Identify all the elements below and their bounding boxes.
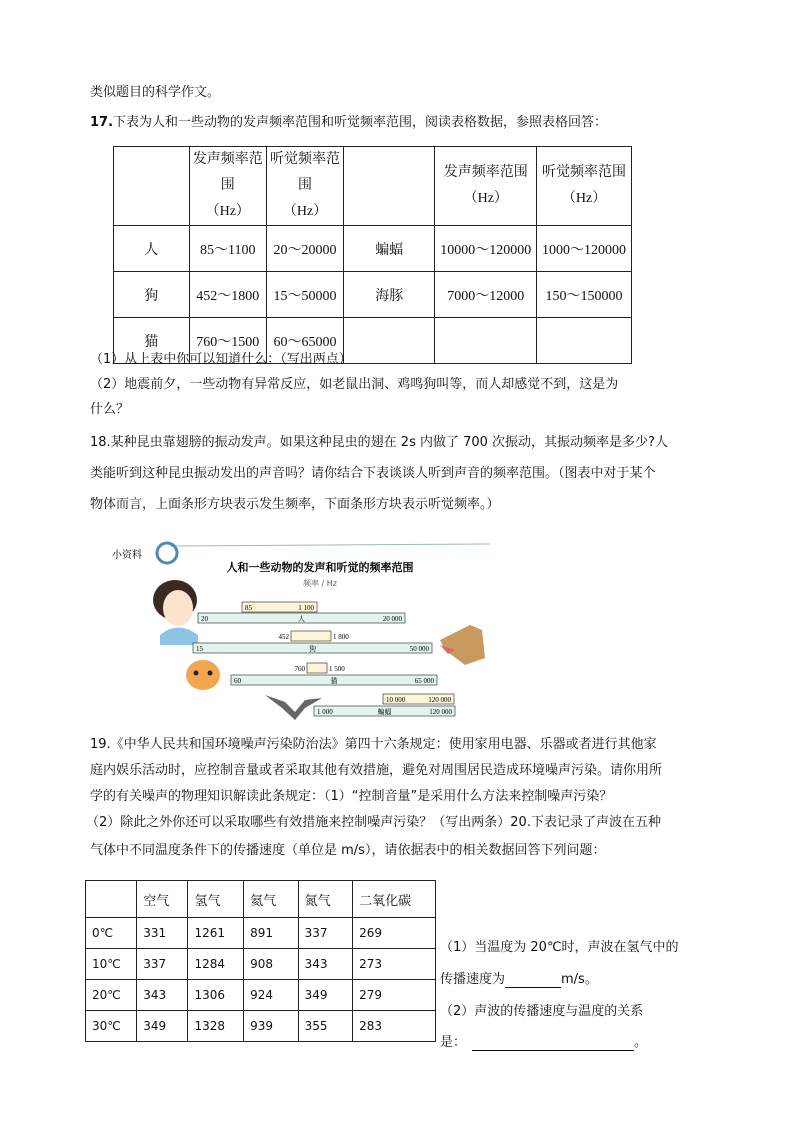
q20-sub1a: （1）当温度为 20℃时，声波在氢气中的 <box>440 940 679 955</box>
table-cell: 337 <box>137 949 188 980</box>
table-cell: 二氧化碳 <box>353 881 436 918</box>
figure-title: 人和一些动物的发声和听觉的频率范围 <box>226 561 414 574</box>
q19-line2: 庭内娱乐活动时，应控制音量或者采取其他有效措施，避免对周围居民造成环境噪声污染。请你用所 <box>90 763 663 778</box>
q17-number: 17. <box>90 115 114 130</box>
table-header-row <box>114 147 632 226</box>
animal-label: 蝙蝠 <box>377 708 392 716</box>
badge-icon <box>157 543 177 563</box>
table-cell: 924 <box>244 980 299 1011</box>
header-rule <box>170 544 490 546</box>
table-cell: 343 <box>137 980 188 1011</box>
table-cell: 0℃ <box>86 918 137 949</box>
hearing-max-label: 120 000 <box>429 708 452 716</box>
hearing-min-label: 20 <box>201 615 208 623</box>
table-cell: 氢气 <box>188 881 244 918</box>
sound-max-label: 120 000 <box>428 696 451 704</box>
table-row: 狗 452～1800 15～50000 海豚 7000～12000 150～150000 <box>114 272 632 318</box>
q18-line1: 18.某种昆虫靠翅膀的振动发声。如果这种昆虫的翅在 2s 内做了 700 次振动，其振动频率是多少?人 <box>90 435 668 450</box>
q20-sub2b: 是： 。 <box>440 1035 648 1050</box>
q19-line5: 气体中不同温度条件下的传播速度（单位是 m/s），请依据表中的相关数据回答下列问题： <box>90 843 606 858</box>
animal-label: 猫 <box>330 677 338 685</box>
table-cell: 283 <box>353 1011 436 1042</box>
figure-badge: 小资料 <box>112 550 142 561</box>
sound-min-label: 85 <box>245 604 252 612</box>
sound-min-label: 10 000 <box>386 696 406 704</box>
table-row <box>86 1011 436 1042</box>
q20-sub2a: （2）声波的传播速度与温度的关系 <box>440 1004 644 1019</box>
table-row <box>86 949 436 980</box>
sound-min-label: 452 <box>278 633 289 641</box>
table-cell: 349 <box>298 980 353 1011</box>
table-row <box>86 918 436 949</box>
animal-label: 人 <box>298 615 305 623</box>
q17-sub1: （1）从上表中你可以知道什么：（写出两点） <box>90 352 352 367</box>
answer-blank-1[interactable] <box>505 987 561 988</box>
answer-blank-2[interactable] <box>472 1050 634 1051</box>
q20-sub1b: 传播速度为 m/s。 <box>440 972 598 987</box>
table-row: 猫 760～1500 60～65000 <box>114 318 632 364</box>
table-cell: 空气 <box>137 881 188 918</box>
hearing-max-label: 65 000 <box>414 677 434 685</box>
q17-prompt <box>90 115 607 131</box>
q17-text: 下表为人和一些动物的发声频率范围和听觉频率范围，阅读表格数据，参照表格回答： <box>113 115 608 130</box>
figure-unit: 频率 / Hz <box>303 579 337 588</box>
table-cell: 273 <box>353 949 436 980</box>
hearing-max-label: 20 000 <box>382 615 402 623</box>
table-cell: 331 <box>137 918 188 949</box>
hearing-min-label: 15 <box>196 645 203 653</box>
hearing-min-label: 60 <box>234 677 241 685</box>
frequency-figure <box>110 540 490 720</box>
table-cell: 908 <box>244 949 299 980</box>
table-row: 人 85～1100 20～20000 蝙蝠 10000～120000 1000～120000 <box>114 226 632 272</box>
hearing-min-label: 1 000 <box>317 708 333 716</box>
table-cell: 279 <box>353 980 436 1011</box>
intro-line: 类似题目的科学作文。 <box>90 85 221 100</box>
hearing-max-label: 50 000 <box>409 645 429 653</box>
cat-illustration <box>186 660 220 690</box>
dog-illustration <box>440 625 485 665</box>
bat-illustration <box>265 695 322 720</box>
table-cell: 氮气 <box>298 881 353 918</box>
sound-max-label: 1 100 <box>298 604 314 612</box>
table-cell: 891 <box>244 918 299 949</box>
q17-sub2b: 什么？ <box>90 402 130 417</box>
table-cell: 337 <box>298 918 353 949</box>
header-sound-2: 发声频率范围 （Hz） <box>435 147 537 226</box>
table-cell <box>86 881 137 918</box>
table-cell: 10℃ <box>86 949 137 980</box>
q18-line2: 类能听到这种昆虫振动发出的声音吗？请你结合下表谈谈人听到声音的频率范围。（图表中对于某个 <box>90 466 656 481</box>
table-cell: 349 <box>137 1011 188 1042</box>
table-cell: 1328 <box>188 1011 244 1042</box>
table-cell: 30℃ <box>86 1011 137 1042</box>
table-row <box>86 980 436 1011</box>
header-hearing-2: 听觉频率范围 （Hz） <box>537 147 632 226</box>
header-sound: 发声频率范围 （Hz） <box>189 147 266 226</box>
sound-bar <box>307 663 327 673</box>
sound-min-label: 760 <box>294 665 305 673</box>
woman-illustration <box>153 580 198 645</box>
q19-line1: 19.《中华人民共和国环境噪声污染防治法》第四十六条规定：使用家用电器、乐器或者进行其他家 <box>90 737 657 752</box>
table-cell: 343 <box>298 949 353 980</box>
sound-speed-table <box>85 880 436 1042</box>
table-cell: 355 <box>298 1011 353 1042</box>
q19-line3: 学的有关噪声的物理知识解读此条规定：（1）“控制音量”是采用什么方法来控制噪声污染？ <box>90 789 613 804</box>
sound-bar <box>291 631 331 641</box>
table-cell: 20℃ <box>86 980 137 1011</box>
table-cell: 269 <box>353 918 436 949</box>
table-cell: 1261 <box>188 918 244 949</box>
table-cell: 氦气 <box>244 881 299 918</box>
q19-line4: （2）除此之外你还可以采取哪些有效措施来控制噪声污染？（写出两条）20.下表记录了声波在五种 <box>86 815 661 830</box>
table-cell: 1284 <box>188 949 244 980</box>
sound-max-label: 1 500 <box>329 665 345 673</box>
q17-sub2a: （2）地震前夕，一些动物有异常反应，如老鼠出洞、鸡鸣狗叫等，而人却感觉不到，这是为 <box>90 377 619 392</box>
table-cell: 939 <box>244 1011 299 1042</box>
table-header-row <box>86 881 436 918</box>
frequency-table <box>113 146 632 364</box>
sound-max-label: 1 800 <box>333 633 349 641</box>
animal-label: 狗 <box>309 645 316 653</box>
q18-line3: 物体而言，上面条形方块表示发生频率，下面条形方块表示听觉频率。） <box>90 497 500 512</box>
table-cell: 1306 <box>188 980 244 1011</box>
header-hearing: 听觉频率范围 （Hz） <box>266 147 343 226</box>
